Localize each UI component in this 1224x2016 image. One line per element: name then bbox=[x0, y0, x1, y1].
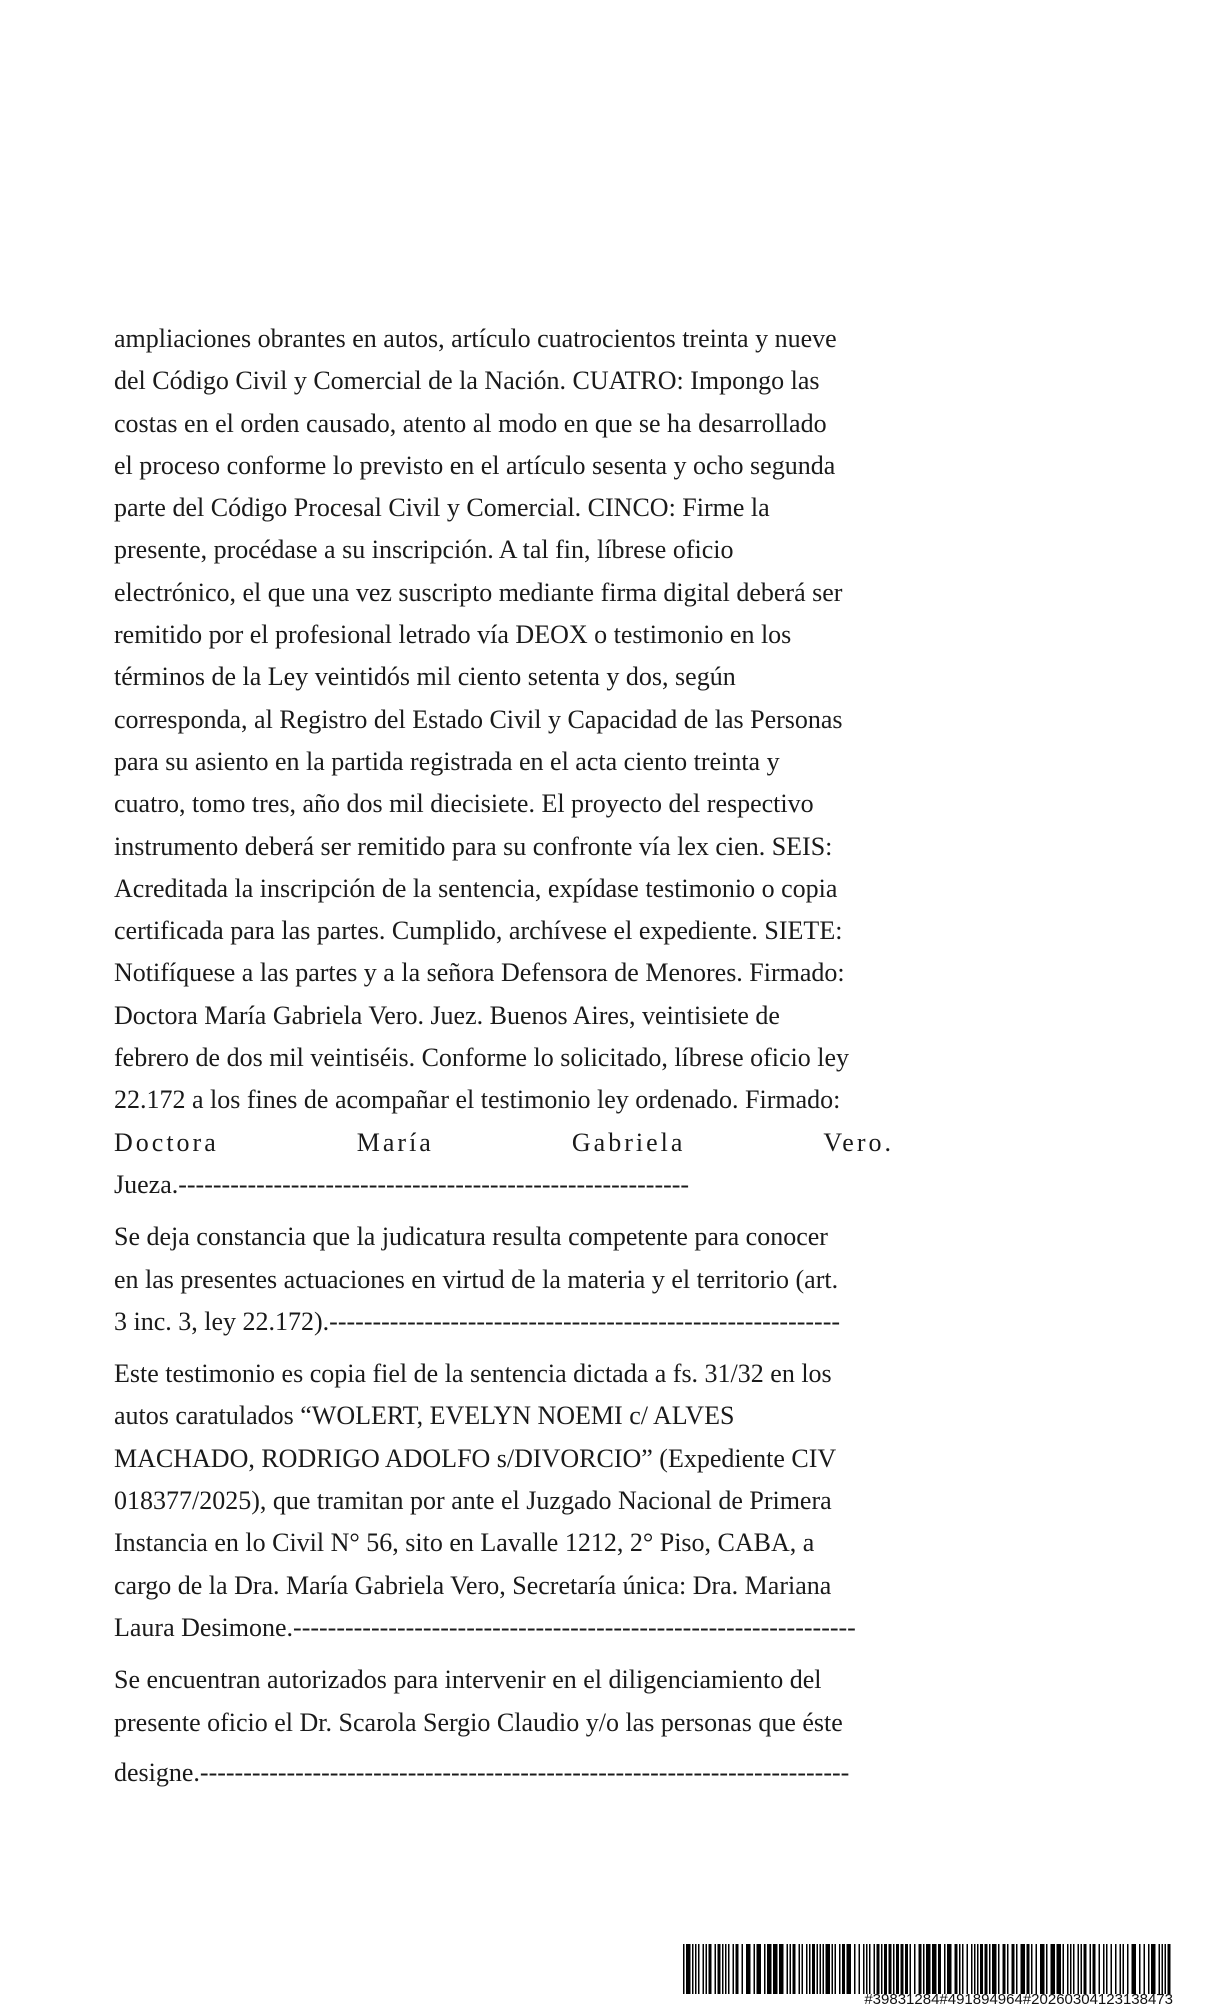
paragraph-resolution bbox=[114, 318, 914, 1206]
text-line: Notifíquese a las partes y a la señora Defensora de Menores. Firmado: bbox=[114, 958, 845, 988]
text-line: ampliaciones obrantes en autos, artículo cuatrocientos treinta y nueve bbox=[114, 324, 837, 353]
barcode-bar bbox=[938, 1944, 941, 1994]
barcode-bar bbox=[947, 1944, 952, 1994]
text-line: el proceso conforme lo previsto en el artículo sesenta y ocho segunda bbox=[114, 450, 836, 480]
text-line: cuatro, tomo tres, año dos mil diecisiete. El proyecto del respectivo bbox=[114, 789, 814, 819]
barcode-bar bbox=[971, 1944, 973, 1994]
paragraph-authorized bbox=[114, 1659, 914, 1794]
text-line: presente, procédase a su inscripción. A tal fin, líbrese oficio bbox=[114, 535, 734, 565]
barcode-bar bbox=[820, 1944, 822, 1994]
document-barcode bbox=[683, 1944, 1173, 2010]
barcode-bar bbox=[728, 1944, 730, 1994]
barcode-bar bbox=[817, 1944, 819, 1994]
barcode-bar bbox=[773, 1944, 778, 1994]
barcode-bar bbox=[779, 1944, 784, 1994]
barcode-bar bbox=[706, 1944, 708, 1994]
barcode-bar bbox=[1090, 1944, 1092, 1994]
barcode-bar bbox=[1159, 1944, 1161, 1994]
barcode-bar bbox=[703, 1944, 705, 1994]
paragraph-competence bbox=[114, 1216, 914, 1343]
barcode-bar bbox=[923, 1944, 925, 1994]
barcode-bar bbox=[1139, 1944, 1141, 1994]
barcode-bar bbox=[1003, 1944, 1006, 1994]
text-line: para su asiento en la partida registrada en el acta ciento treinta y bbox=[114, 746, 780, 776]
barcode-bar bbox=[877, 1944, 880, 1994]
barcode-bar bbox=[754, 1944, 756, 1994]
barcode-bar bbox=[1103, 1944, 1105, 1994]
barcode-graphic bbox=[683, 1944, 1173, 1994]
text-line: 018377/2025), que tramitan por ante el Juzgado Nacional de Primera bbox=[114, 1486, 832, 1516]
barcode-bar bbox=[869, 1944, 871, 1994]
text-line: corresponda, al Registro del Estado Civil y Capacidad de las Personas bbox=[114, 704, 843, 734]
barcode-bar bbox=[1148, 1944, 1150, 1994]
barcode-bar bbox=[962, 1944, 964, 1994]
barcode-bar bbox=[1012, 1944, 1015, 1994]
barcode-bar bbox=[1144, 1944, 1146, 1994]
barcode-bar bbox=[835, 1944, 837, 1994]
text-line: Acreditada la inscripción de la sentencia, expídase testimonio o copia bbox=[114, 873, 838, 903]
text-line: electrónico, el que una vez suscripto mediante firma digital deberá ser bbox=[114, 577, 843, 607]
barcode-bar bbox=[889, 1944, 892, 1994]
barcode-bar bbox=[742, 1944, 744, 1994]
barcode-bar bbox=[1040, 1944, 1045, 1994]
barcode-bar bbox=[1021, 1944, 1026, 1994]
text-line: cargo de la Dra. María Gabriela Vero, Secretaría única: Dra. Mariana bbox=[114, 1570, 832, 1600]
barcode-bar bbox=[1120, 1944, 1122, 1994]
barcode-bar bbox=[992, 1944, 997, 1994]
text-line: Este testimonio es copia fiel de la sentencia dictada a fs. 31/32 en los bbox=[114, 1359, 832, 1389]
barcode-bar bbox=[998, 1944, 1000, 1994]
barcode-bar bbox=[725, 1944, 727, 1994]
barcode-bar bbox=[692, 1944, 694, 1994]
signature-line bbox=[114, 1122, 894, 1164]
barcode-bar bbox=[1063, 1944, 1065, 1994]
signature-word: María bbox=[356, 1127, 434, 1157]
barcode-bar bbox=[980, 1944, 983, 1994]
barcode-bar bbox=[863, 1944, 865, 1994]
barcode-bar bbox=[985, 1944, 988, 1994]
barcode-bar bbox=[736, 1944, 739, 1994]
barcode-bar bbox=[1127, 1944, 1129, 1994]
barcode-bar bbox=[746, 1944, 751, 1994]
barcode-bar bbox=[1111, 1944, 1113, 1994]
barcode-bar bbox=[896, 1944, 899, 1994]
barcode-bar bbox=[787, 1944, 789, 1994]
text-line: autos caratulados “WOLERT, EVELYN NOEMI c/ ALVES bbox=[114, 1401, 735, 1431]
text-line: 3 inc. 3, ley 22.172).----------------------------------------------------------- bbox=[114, 1306, 841, 1336]
barcode-bar bbox=[1067, 1944, 1069, 1994]
barcode-bar bbox=[884, 1944, 887, 1994]
signature-word: Vero. bbox=[823, 1127, 894, 1157]
text-line: en las presentes actuaciones en virtud de la materia y el territorio (art. bbox=[114, 1264, 839, 1294]
barcode-bar bbox=[832, 1944, 834, 1994]
barcode-bar bbox=[1106, 1944, 1108, 1994]
barcode-bar bbox=[1151, 1944, 1156, 1994]
barcode-number: #39831284#491894964#20260304123138473 bbox=[864, 1991, 1173, 2008]
barcode-bar bbox=[826, 1944, 831, 1994]
barcode-bar bbox=[977, 1944, 979, 1994]
signature-word: Doctora bbox=[114, 1127, 219, 1157]
text-line: costas en el orden causado, atento al modo en que se ha desarrollado bbox=[114, 408, 827, 438]
text-line: parte del Código Procesal Civil y Comercial. CINCO: Firme la bbox=[114, 493, 770, 523]
barcode-bar bbox=[874, 1944, 876, 1994]
barcode-bar bbox=[695, 1944, 697, 1994]
barcode-bar bbox=[1099, 1944, 1101, 1994]
barcode-bar bbox=[722, 1944, 724, 1994]
barcode-bar bbox=[1031, 1944, 1033, 1994]
barcode-bar bbox=[823, 1944, 825, 1994]
text-line: certificada para las partes. Cumplido, archívese el expediente. SIETE: bbox=[114, 916, 843, 946]
barcode-bar bbox=[1057, 1944, 1062, 1994]
paragraph-testimony bbox=[114, 1353, 914, 1649]
text-line: Se deja constancia que la judicatura resulta competente para conocer bbox=[114, 1222, 828, 1252]
barcode-bar bbox=[809, 1944, 811, 1994]
barcode-bar bbox=[799, 1944, 801, 1994]
barcode-bar bbox=[926, 1944, 931, 1994]
barcode-bar bbox=[1123, 1944, 1125, 1994]
barcode-bar bbox=[1036, 1944, 1038, 1994]
barcode-bar bbox=[1162, 1944, 1164, 1994]
barcode-bar bbox=[847, 1944, 852, 1994]
barcode-bar bbox=[989, 1944, 991, 1994]
barcode-bar bbox=[1007, 1944, 1009, 1994]
barcode-bar bbox=[839, 1944, 841, 1994]
text-line: presente oficio el Dr. Scarola Sergio Claudio y/o las personas que éste bbox=[114, 1707, 843, 1737]
barcode-bar bbox=[959, 1944, 961, 1994]
barcode-bar bbox=[1070, 1944, 1072, 1994]
text-line: remitido por el profesional letrado vía DEOX o testimonio en los bbox=[114, 620, 792, 650]
text-line: 22.172 a los fines de acompañar el testimonio ley ordenado. Firmado: bbox=[114, 1085, 841, 1115]
document-body bbox=[114, 318, 914, 1794]
barcode-bar bbox=[757, 1944, 762, 1994]
barcode-bar bbox=[767, 1944, 772, 1994]
barcode-bar bbox=[1027, 1944, 1030, 1994]
barcode-bar bbox=[1078, 1944, 1080, 1994]
barcode-bar bbox=[901, 1944, 904, 1994]
barcode-bar bbox=[859, 1944, 861, 1994]
barcode-bar bbox=[709, 1944, 712, 1994]
barcode-bar bbox=[1093, 1944, 1096, 1994]
barcode-bar bbox=[806, 1944, 808, 1994]
barcode-bar bbox=[1081, 1944, 1083, 1994]
text-line: del Código Civil y Comercial de la Nación. CUATRO: Impongo las bbox=[114, 366, 820, 396]
barcode-bar bbox=[733, 1944, 735, 1994]
barcode-bar bbox=[914, 1944, 916, 1994]
barcode-bar bbox=[764, 1944, 766, 1994]
barcode-bar bbox=[910, 1944, 912, 1994]
barcode-bar bbox=[683, 1944, 685, 1994]
barcode-bar bbox=[854, 1944, 856, 1994]
barcode-bar bbox=[1168, 1944, 1171, 1994]
barcode-bar bbox=[1132, 1944, 1137, 1994]
text-line: Jueza.----------------------------------------------------------- bbox=[114, 1169, 690, 1199]
barcode-bar bbox=[905, 1944, 908, 1994]
text-line: MACHADO, RODRIGO ADOLFO s/DIVORCIO” (Expediente CIV bbox=[114, 1443, 837, 1473]
barcode-bar bbox=[790, 1944, 792, 1994]
barcode-bar bbox=[718, 1944, 721, 1994]
barcode-bar bbox=[1051, 1944, 1056, 1994]
text-line: Laura Desimone.----------------------------------------------------------------- bbox=[114, 1612, 856, 1642]
barcode-bar bbox=[1084, 1944, 1087, 1994]
text-line: febrero de dos mil veintiséis. Conforme lo solicitado, líbrese oficio ley bbox=[114, 1043, 850, 1073]
barcode-bar bbox=[812, 1944, 815, 1994]
text-line: Se encuentran autorizados para intervenir en el diligenciamiento del bbox=[114, 1665, 822, 1695]
text-line: términos de la Ley veintidós mil ciento setenta y dos, según bbox=[114, 662, 736, 692]
barcode-bar bbox=[944, 1944, 946, 1994]
barcode-bar bbox=[893, 1944, 895, 1994]
barcode-bar bbox=[1073, 1944, 1075, 1994]
signature-word: Gabriela bbox=[571, 1127, 686, 1157]
text-line: instrumento deberá ser remitido para su confronte vía lex cien. SEIS: bbox=[114, 831, 833, 861]
text-line: designe.--------------------------------------------------------------------------- bbox=[114, 1757, 850, 1787]
barcode-bar bbox=[1115, 1944, 1117, 1994]
barcode-bar bbox=[1046, 1944, 1048, 1994]
barcode-bar bbox=[974, 1944, 976, 1994]
barcode-bar bbox=[842, 1944, 845, 1994]
barcode-bar bbox=[686, 1944, 691, 1994]
text-line: Doctora María Gabriela Vero. Juez. Buenos Aires, veintisiete de bbox=[114, 1000, 780, 1030]
barcode-bar bbox=[881, 1944, 883, 1994]
barcode-bar bbox=[698, 1944, 700, 1994]
barcode-bar bbox=[1165, 1944, 1167, 1994]
barcode-bar bbox=[866, 1944, 868, 1994]
barcode-bar bbox=[1016, 1944, 1018, 1994]
barcode-bar bbox=[919, 1944, 922, 1994]
barcode-bar bbox=[967, 1944, 969, 1994]
barcode-bar bbox=[802, 1944, 804, 1994]
barcode-bar bbox=[793, 1944, 796, 1994]
barcode-bar bbox=[715, 1944, 717, 1994]
barcode-bar bbox=[955, 1944, 958, 1994]
text-line: Instancia en lo Civil N° 56, sito en Lavalle 1212, 2° Piso, CABA, a bbox=[114, 1528, 815, 1558]
barcode-bar bbox=[932, 1944, 937, 1994]
